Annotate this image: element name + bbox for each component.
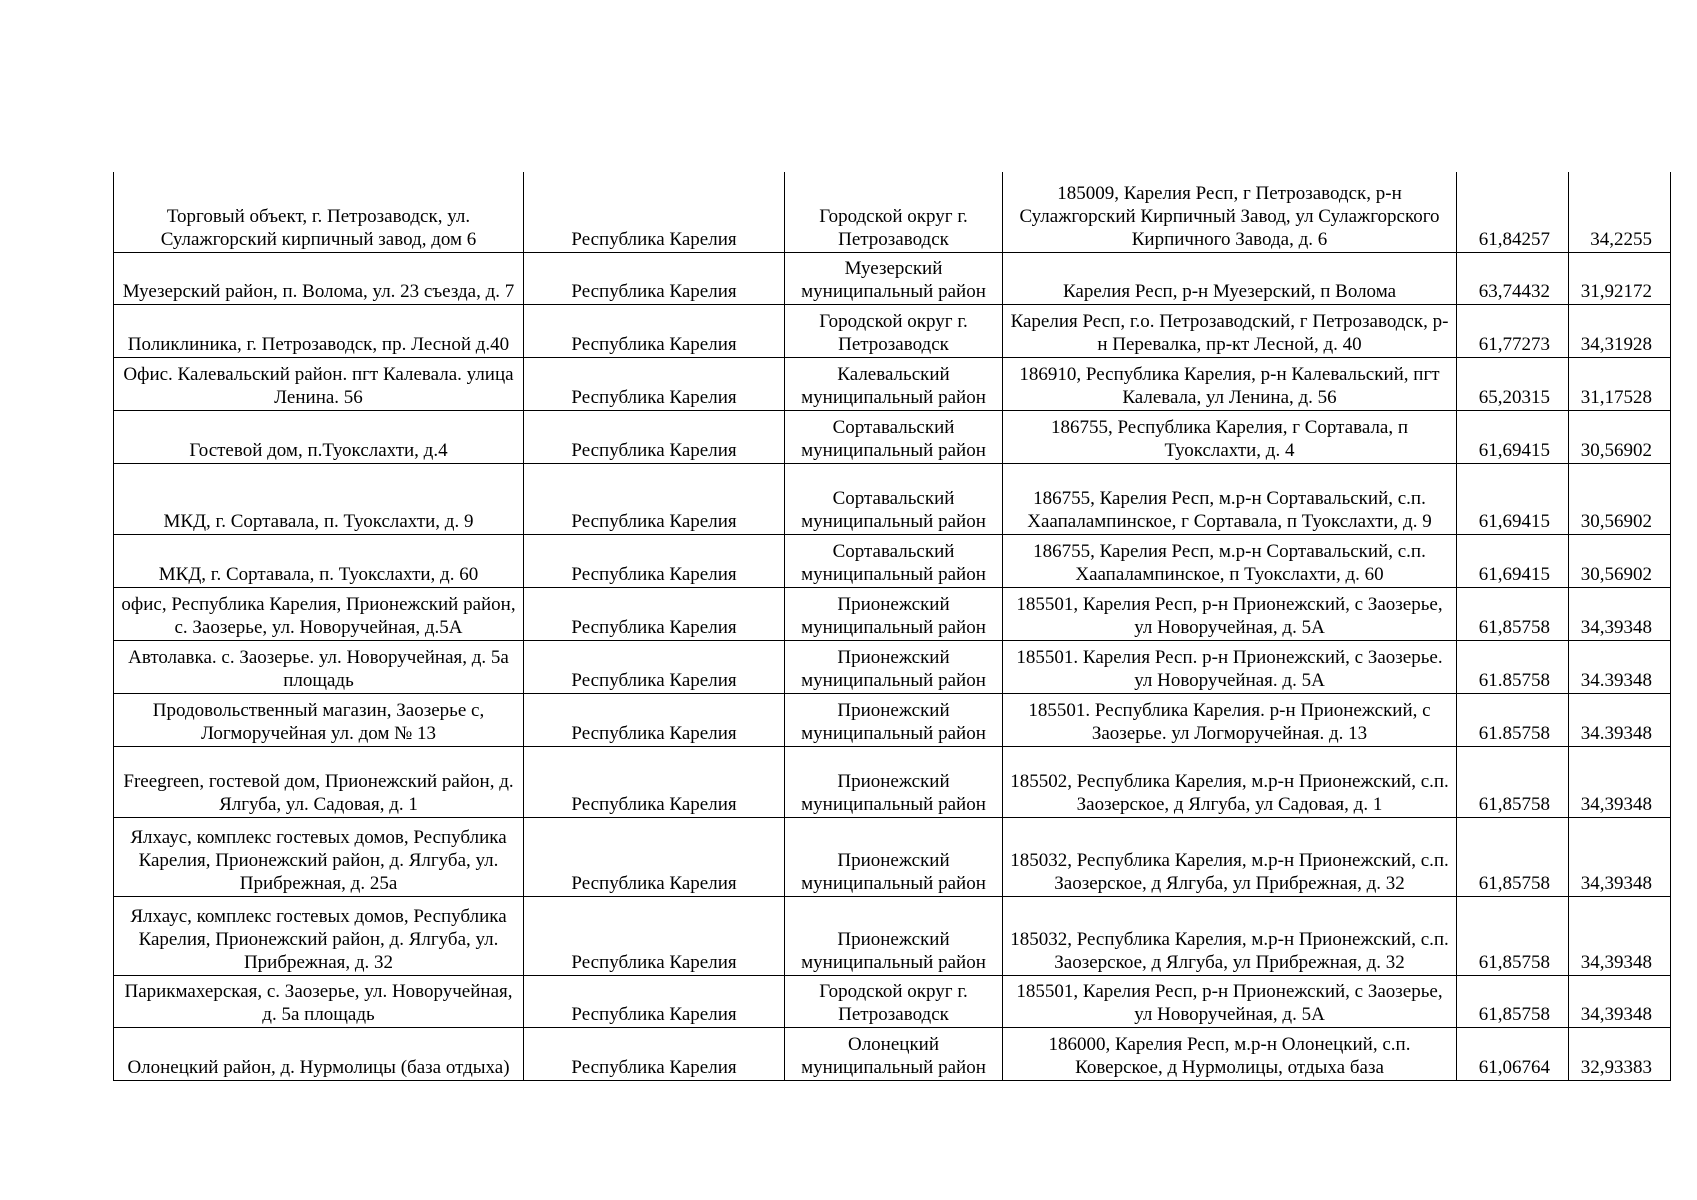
region-cell: Республика Карелия	[524, 693, 785, 746]
municipality-cell: Городской округ г. Петрозаводск	[785, 172, 1003, 252]
object-cell: Торговый объект, г. Петрозаводск, ул. Сулажгорский кирпичный завод, дом 6	[114, 172, 524, 252]
table-row	[114, 640, 1671, 693]
municipality-cell: Прионежский муниципальный район	[785, 817, 1003, 896]
longitude-cell: 34,39348	[1569, 587, 1671, 640]
longitude-cell: 34,31928	[1569, 304, 1671, 357]
address-cell: 185009, Карелия Респ, г Петрозаводск, р-н Сулажгорский Кирпичный Завод, ул Сулажгорского Кирпичного Завода, д. 6	[1003, 172, 1457, 252]
table-row	[114, 304, 1671, 357]
object-cell: Гостевой дом, п.Туокслахти, д.4	[114, 410, 524, 463]
table-row	[114, 817, 1671, 896]
table-row	[114, 463, 1671, 534]
address-cell: 186910, Республика Карелия, р-н Калевальский, пгт Калевала, ул Ленина, д. 56	[1003, 357, 1457, 410]
longitude-cell: 30,56902	[1569, 534, 1671, 587]
longitude-cell: 34,39348	[1569, 817, 1671, 896]
table-row	[114, 693, 1671, 746]
address-cell: 185501, Карелия Респ, р-н Прионежский, с Заозерье, ул Новоручейная, д. 5А	[1003, 975, 1457, 1027]
municipality-cell: Муезерский муниципальный район	[785, 252, 1003, 304]
municipality-cell: Олонецкий муниципальный район	[785, 1027, 1003, 1080]
address-cell: 186755, Карелия Респ, м.р-н Сортавальский, с.п. Хаапалампинское, г Сортавала, п Туокслахти, д. 9	[1003, 463, 1457, 534]
region-cell: Республика Карелия	[524, 357, 785, 410]
latitude-cell: 61,85758	[1457, 746, 1569, 817]
latitude-cell: 61,69415	[1457, 463, 1569, 534]
longitude-cell: 34,39348	[1569, 896, 1671, 975]
table-row	[114, 587, 1671, 640]
municipality-cell: Сортавальский муниципальный район	[785, 410, 1003, 463]
address-cell: 185501. Республика Карелия. р-н Прионежский, с Заозерье. ул Логморучейная. д. 13	[1003, 693, 1457, 746]
longitude-cell: 31,17528	[1569, 357, 1671, 410]
latitude-cell: 63,74432	[1457, 252, 1569, 304]
table-row	[114, 357, 1671, 410]
latitude-cell: 61,85758	[1457, 896, 1569, 975]
table-row	[114, 252, 1671, 304]
longitude-cell: 30,56902	[1569, 463, 1671, 534]
latitude-cell: 61,85758	[1457, 817, 1569, 896]
region-cell: Республика Карелия	[524, 640, 785, 693]
region-cell: Республика Карелия	[524, 896, 785, 975]
object-cell: Муезерский район, п. Волома, ул. 23 съезда, д. 7	[114, 252, 524, 304]
municipality-cell: Сортавальский муниципальный район	[785, 534, 1003, 587]
region-cell: Республика Карелия	[524, 172, 785, 252]
municipality-cell: Прионежский муниципальный район	[785, 693, 1003, 746]
region-cell: Республика Карелия	[524, 817, 785, 896]
address-cell: 185501. Карелия Респ. р-н Прионежский, с Заозерье. ул Новоручейная. д. 5А	[1003, 640, 1457, 693]
object-cell: Ялхаус, комплекс гостевых домов, Республика Карелия, Прионежский район, д. Ялгуба, ул. Прибрежная, д. 32	[114, 896, 524, 975]
latitude-cell: 61,85758	[1457, 975, 1569, 1027]
region-cell: Республика Карелия	[524, 252, 785, 304]
region-cell: Республика Карелия	[524, 304, 785, 357]
latitude-cell: 61,77273	[1457, 304, 1569, 357]
longitude-cell: 31,92172	[1569, 252, 1671, 304]
latitude-cell: 61.85758	[1457, 640, 1569, 693]
object-cell: офис, Республика Карелия, Прионежский район, с. Заозерье, ул. Новоручейная, д.5А	[114, 587, 524, 640]
object-cell: Автолавка. с. Заозерье. ул. Новоручейная, д. 5а площадь	[114, 640, 524, 693]
longitude-cell: 34,39348	[1569, 975, 1671, 1027]
address-cell: 185502, Республика Карелия, м.р-н Прионежский, с.п. Заозерское, д Ялгуба, ул Садовая, д. 1	[1003, 746, 1457, 817]
municipality-cell: Прионежский муниципальный район	[785, 896, 1003, 975]
address-cell: Карелия Респ, г.о. Петрозаводский, г Петрозаводск, р-н Перевалка, пр-кт Лесной, д. 40	[1003, 304, 1457, 357]
object-cell: Офис. Калевальский район. пгт Калевала. улица Ленина. 56	[114, 357, 524, 410]
latitude-cell: 61,06764	[1457, 1027, 1569, 1080]
municipality-cell: Городской округ г. Петрозаводск	[785, 304, 1003, 357]
table-row	[114, 746, 1671, 817]
object-cell: Олонецкий район, д. Нурмолицы (база отдыха)	[114, 1027, 524, 1080]
table-row	[114, 1027, 1671, 1080]
object-cell: Ялхаус, комплекс гостевых домов, Республика Карелия, Прионежский район, д. Ялгуба, ул. Прибрежная, д. 25а	[114, 817, 524, 896]
latitude-cell: 61,84257	[1457, 172, 1569, 252]
address-cell: Карелия Респ, р-н Муезерский, п Волома	[1003, 252, 1457, 304]
region-cell: Республика Карелия	[524, 534, 785, 587]
municipality-cell: Городской округ г. Петрозаводск	[785, 975, 1003, 1027]
municipality-cell: Прионежский муниципальный район	[785, 640, 1003, 693]
object-cell: МКД, г. Сортавала, п. Туокслахти, д. 9	[114, 463, 524, 534]
address-cell: 186755, Карелия Респ, м.р-н Сортавальский, с.п. Хаапалампинское, п Туокслахти, д. 60	[1003, 534, 1457, 587]
region-cell: Республика Карелия	[524, 410, 785, 463]
address-cell: 185501, Карелия Респ, р-н Прионежский, с Заозерье, ул Новоручейная, д. 5А	[1003, 587, 1457, 640]
table-row	[114, 896, 1671, 975]
region-cell: Республика Карелия	[524, 1027, 785, 1080]
address-cell: 185032, Республика Карелия, м.р-н Прионежский, с.п. Заозерское, д Ялгуба, ул Прибрежная, д. 32	[1003, 817, 1457, 896]
region-cell: Республика Карелия	[524, 587, 785, 640]
table-row	[114, 410, 1671, 463]
municipality-cell: Прионежский муниципальный район	[785, 587, 1003, 640]
table-row	[114, 975, 1671, 1027]
object-cell: Freegreen, гостевой дом, Прионежский район, д. Ялгуба, ул. Садовая, д. 1	[114, 746, 524, 817]
longitude-cell: 32,93383	[1569, 1027, 1671, 1080]
latitude-cell: 61,69415	[1457, 410, 1569, 463]
object-cell: МКД, г. Сортавала, п. Туокслахти, д. 60	[114, 534, 524, 587]
municipality-cell: Сортавальский муниципальный район	[785, 463, 1003, 534]
object-cell: Продовольственный магазин, Заозерье с, Логморучейная ул. дом № 13	[114, 693, 524, 746]
address-cell: 186755, Республика Карелия, г Сортавала, п Туокслахти, д. 4	[1003, 410, 1457, 463]
latitude-cell: 61,69415	[1457, 534, 1569, 587]
region-cell: Республика Карелия	[524, 975, 785, 1027]
longitude-cell: 34.39348	[1569, 693, 1671, 746]
address-cell: 186000, Карелия Респ, м.р-н Олонецкий, с.п. Коверское, д Нурмолицы, отдыха база	[1003, 1027, 1457, 1080]
longitude-cell: 34,39348	[1569, 746, 1671, 817]
latitude-cell: 65,20315	[1457, 357, 1569, 410]
longitude-cell: 34,2255	[1569, 172, 1671, 252]
latitude-cell: 61.85758	[1457, 693, 1569, 746]
address-cell: 185032, Республика Карелия, м.р-н Прионежский, с.п. Заозерское, д Ялгуба, ул Прибрежная, д. 32	[1003, 896, 1457, 975]
object-cell: Парикмахерская, с. Заозерье, ул. Новоручейная, д. 5а площадь	[114, 975, 524, 1027]
locations-table	[113, 172, 1671, 1081]
municipality-cell: Прионежский муниципальный район	[785, 746, 1003, 817]
municipality-cell: Калевальский муниципальный район	[785, 357, 1003, 410]
region-cell: Республика Карелия	[524, 463, 785, 534]
table-row	[114, 534, 1671, 587]
table-row	[114, 172, 1671, 252]
region-cell: Республика Карелия	[524, 746, 785, 817]
longitude-cell: 30,56902	[1569, 410, 1671, 463]
object-cell: Поликлиника, г. Петрозаводск, пр. Лесной д.40	[114, 304, 524, 357]
longitude-cell: 34.39348	[1569, 640, 1671, 693]
latitude-cell: 61,85758	[1457, 587, 1569, 640]
